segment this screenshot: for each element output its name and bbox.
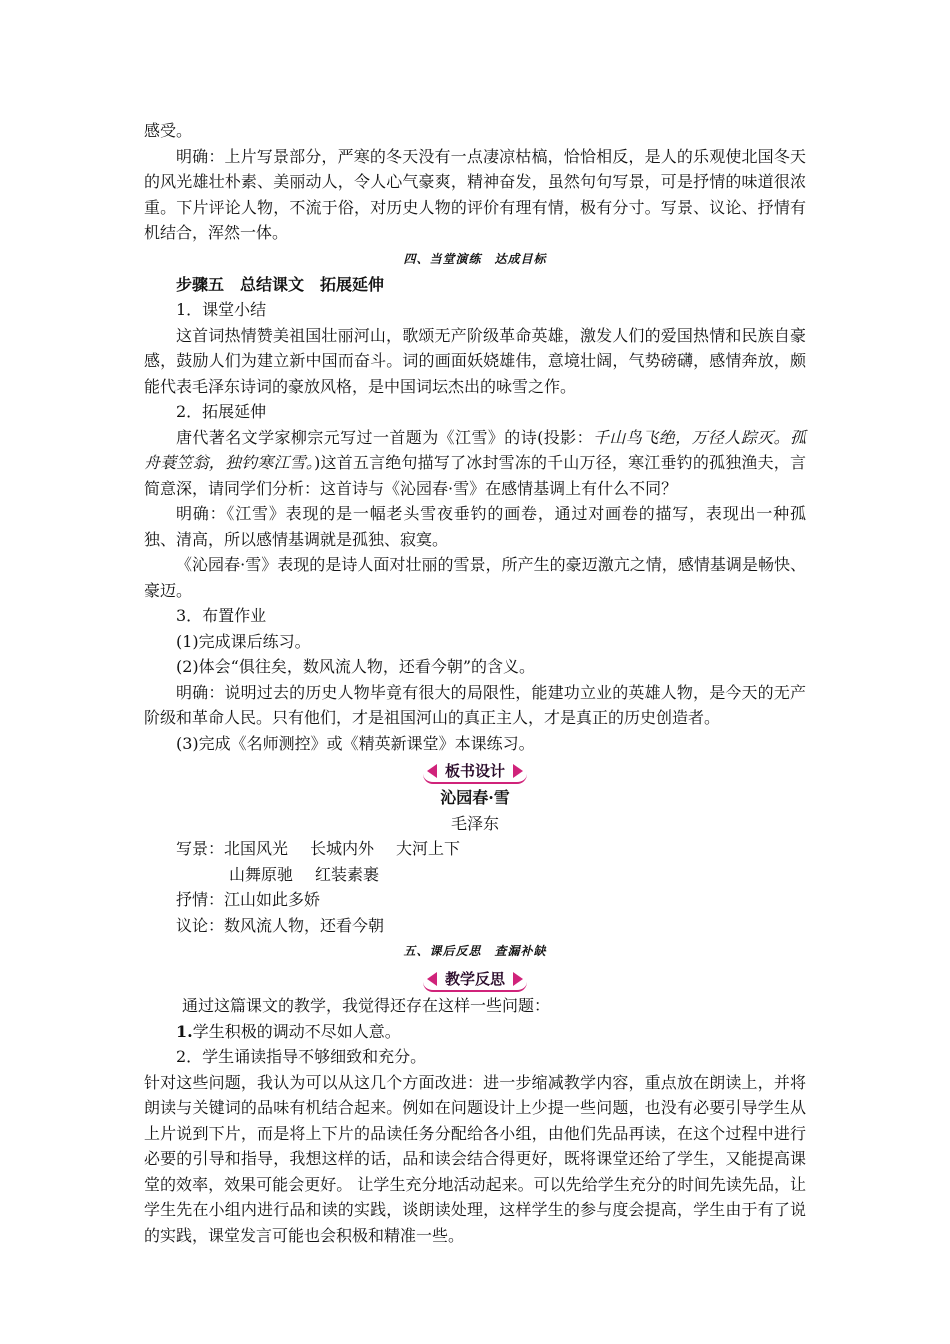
section-5-title: 五、课后反思 查漏补缺 — [403, 944, 547, 958]
board-discuss: 议论：数风流人物，还看今朝 — [176, 915, 385, 935]
reflect-body: 针对这些问题，我认为可以从这几个方面改进：进一步缩减教学内容，重点放在朗读上，并将朗读与关键词的品味有机结合起来。例如在问题设计上少提一些问题，也没有必要引导学生从上片说到下片，而是将上下片的品读任务分配给各小组，由他们先品再读，在这个过程中进行必要的引导和指导，我想这样的话，品和读会结合得更好，既将课堂还给了学生，又能提高课堂的效率，效果可能会更好。 让学生充分地活动起来。可以先给学生充分的时间先读先品，让学生先在小组内进行品和读的实践，谈朗读处理，这样学生的参与度会提高，学生由于有了说的实践，课堂发言可能也会积极和精准一些。 — [144, 1072, 806, 1245]
board-scene-row-2 — [144, 862, 806, 888]
board-lyric: 抒情：江山如此多娇 — [176, 890, 321, 909]
board-design-badge: 板书设计 — [423, 760, 527, 784]
reflect-intro: 通过这篇课文的教学，我觉得还存在这样一些问题： — [182, 996, 551, 1015]
board-scene-row-1 — [144, 836, 806, 862]
reflect-item-1-text: 学生积极的调动不尽如人意。 — [192, 1021, 401, 1041]
section-4-title: 四、当堂演练 达成目标 — [403, 251, 547, 266]
reflection-badge-wrap — [144, 966, 806, 992]
item-1-title: 1．课堂小结 — [176, 300, 267, 319]
item-2-text-b: )这首五言绝句描写了冰封雪冻的千山万径，寒江垂钓的孤独渔夫，言简意深，请同学们分析：这首诗与《沁园春·雪》在感情基调上有什么不同？ — [144, 453, 806, 498]
paragraph-mingque-1: 明确：上片写景部分，严寒的冬天没有一点凄凉枯槁，恰恰相反，是人的乐观使北国冬天的风光雄壮朴素、美丽动人，令人心气豪爽，精神奋发，虽然句句写景，可是抒情的味道很浓重。下片评论人物，不流于俗，对历史人物的评价有理有情，极有分寸。写景、议论、抒情有机结合，浑然一体。 — [144, 146, 806, 242]
step-5-title: 步骤五 总结课文 拓展延伸 — [176, 274, 385, 294]
homework-2: (2)体会“俱往矣，数风流人物，还看今朝”的含义。 — [176, 657, 536, 676]
mingque-2b: 《沁园春·雪》表现的是诗人面对壮丽的雪景，所产生的豪迈激亢之情，感情基调是畅快、豪迈。 — [144, 555, 806, 600]
board-scene-4: 山舞原驰 — [229, 864, 294, 884]
reflect-item-2: 2．学生诵读指导不够细致和充分。 — [176, 1047, 427, 1066]
item-3-title: 3．布置作业 — [176, 606, 267, 625]
board-scene-5: 红装素裹 — [315, 864, 380, 884]
item-1-text: 这首词热情赞美祖国壮丽河山，歌颂无产阶级革命英雄，激发人们的爱国热情和民族自豪感，鼓励人们为建立新中国而奋斗。词的画面妖娆雄伟，意境壮阔，气势磅礴，感情奔放，颇能代表毛泽东诗词的豪放风格，是中国词坛杰出的咏雪之作。 — [144, 325, 806, 396]
item-2-text-a: 唐代著名文学家柳宗元写过一首题为《江雪》的诗(投影： — [176, 427, 594, 447]
board-scene-3: 大河上下 — [396, 839, 461, 858]
board-author: 毛泽东 — [450, 813, 499, 833]
board-scene-label: 写景： — [176, 839, 225, 858]
board-scene-2: 长城内外 — [310, 839, 375, 858]
top-fragment: 感受。 — [144, 121, 193, 140]
reflection-badge: 教学反思 — [423, 968, 527, 992]
reflect-item-1 — [144, 1019, 806, 1045]
homework-1: (1)完成课后练习。 — [176, 631, 311, 651]
board-scene-1: 北国风光 — [224, 839, 289, 858]
mingque-3: 明确：说明过去的历史人物毕竟有很大的局限性，能建功立业的英雄人物，是今天的无产阶级和革命人民。只有他们，才是祖国河山的真正主人，才是真正的历史创造者。 — [144, 682, 806, 727]
mingque-2: 明确：《江雪》表现的是一幅老头雪夜垂钓的画卷，通过对画卷的描写，表现出一种孤独、清高，所以感情基调就是孤独、寂寞。 — [144, 504, 806, 549]
homework-3: (3)完成《名师测控》或《精英新课堂》本课练习。 — [176, 733, 535, 753]
item-2-title: 2．拓展延伸 — [176, 402, 267, 421]
item-2-poem: 千山鸟飞绝，万径人踪灭。孤舟蓑笠翁，独钓寒江雪。 — [144, 427, 806, 472]
reflect-item-1-num: 1. — [176, 1021, 193, 1041]
item-2-text — [144, 425, 806, 502]
document-page — [144, 118, 806, 1248]
board-title: 沁园春·雪 — [440, 788, 510, 807]
board-design-badge-wrap — [144, 758, 806, 784]
